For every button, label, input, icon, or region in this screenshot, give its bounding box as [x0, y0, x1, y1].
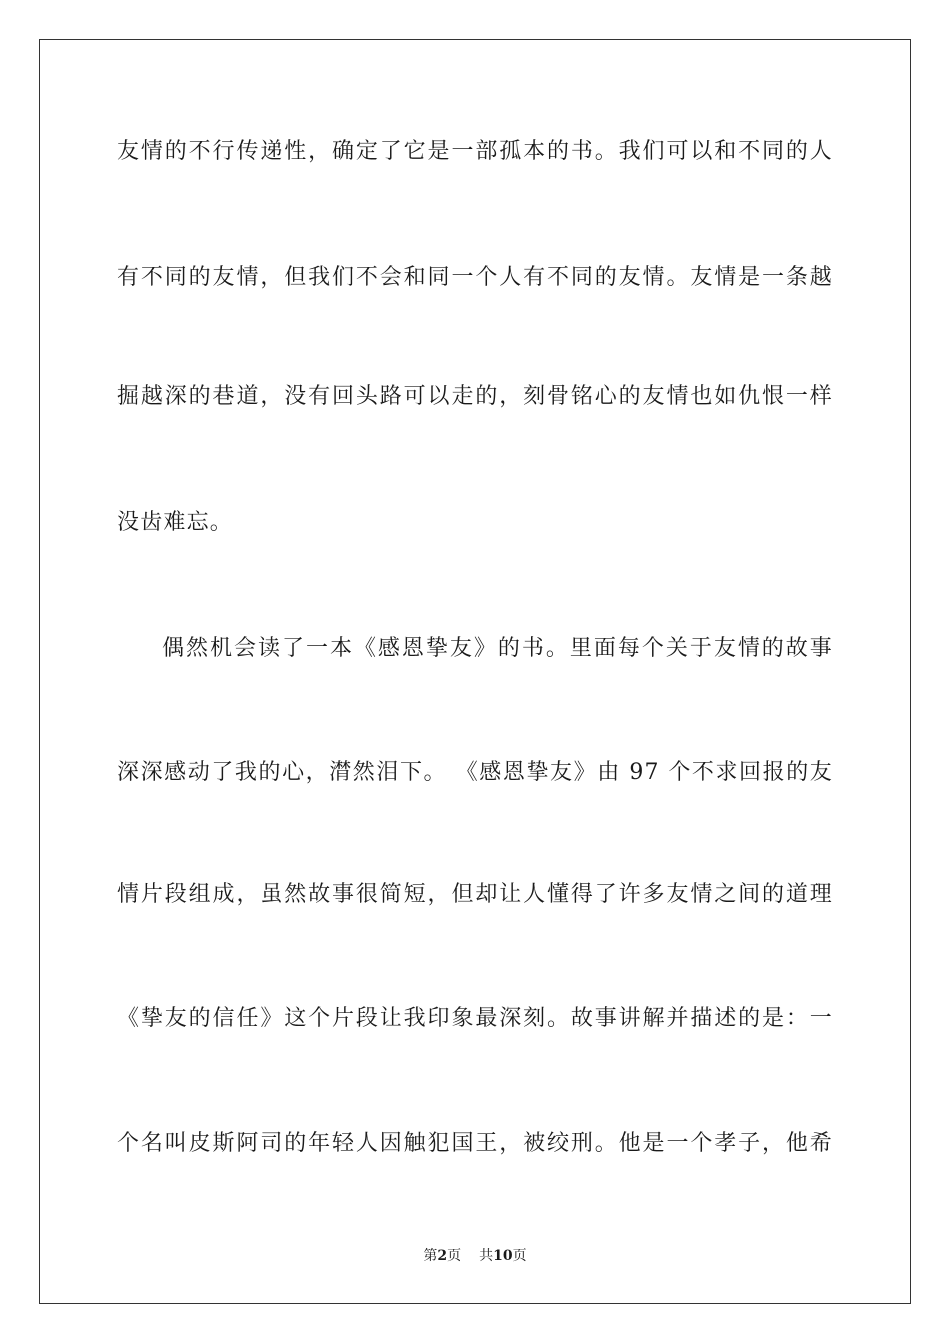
text-line-1: 友情的不行传递性，确定了它是一部孤本的书。我们可以和不同的人: [117, 139, 833, 164]
page-border: [39, 39, 911, 1304]
text-line-8: 《挚友的信任》这个片段让我印象最深刻。故事讲解并描述的是：一: [117, 1006, 833, 1031]
text-line-6: 深深感动了我的心，潸然泪下。 《感恩挚友》由 97 个不求回报的友: [117, 760, 833, 785]
page-prefix: 第: [423, 1248, 438, 1264]
text-line-2: 有不同的友情，但我们不会和同一个人有不同的友情。友情是一条越: [117, 265, 833, 290]
page-suffix: 页: [447, 1248, 462, 1264]
page-footer: [0, 1246, 950, 1266]
text-line-4: 没齿难忘。: [117, 510, 234, 535]
text-line-3: 掘越深的巷道，没有回头路可以走的，刻骨铭心的友情也如仇恨一样: [117, 384, 833, 409]
text-line-9: 个名叫皮斯阿司的年轻人因触犯国王，被绞刑。他是一个孝子，他希: [117, 1131, 833, 1156]
total-suffix: 页: [512, 1248, 527, 1264]
page-number: 2: [437, 1248, 448, 1264]
total-prefix: 共: [479, 1248, 494, 1264]
text-line-7: 情片段组成，虽然故事很简短，但却让人懂得了许多友情之间的道理: [117, 882, 833, 907]
total-pages: 10: [493, 1248, 513, 1264]
text-line-5: 偶然机会读了一本《感恩挚友》的书。里面每个关于友情的故事: [162, 636, 833, 661]
